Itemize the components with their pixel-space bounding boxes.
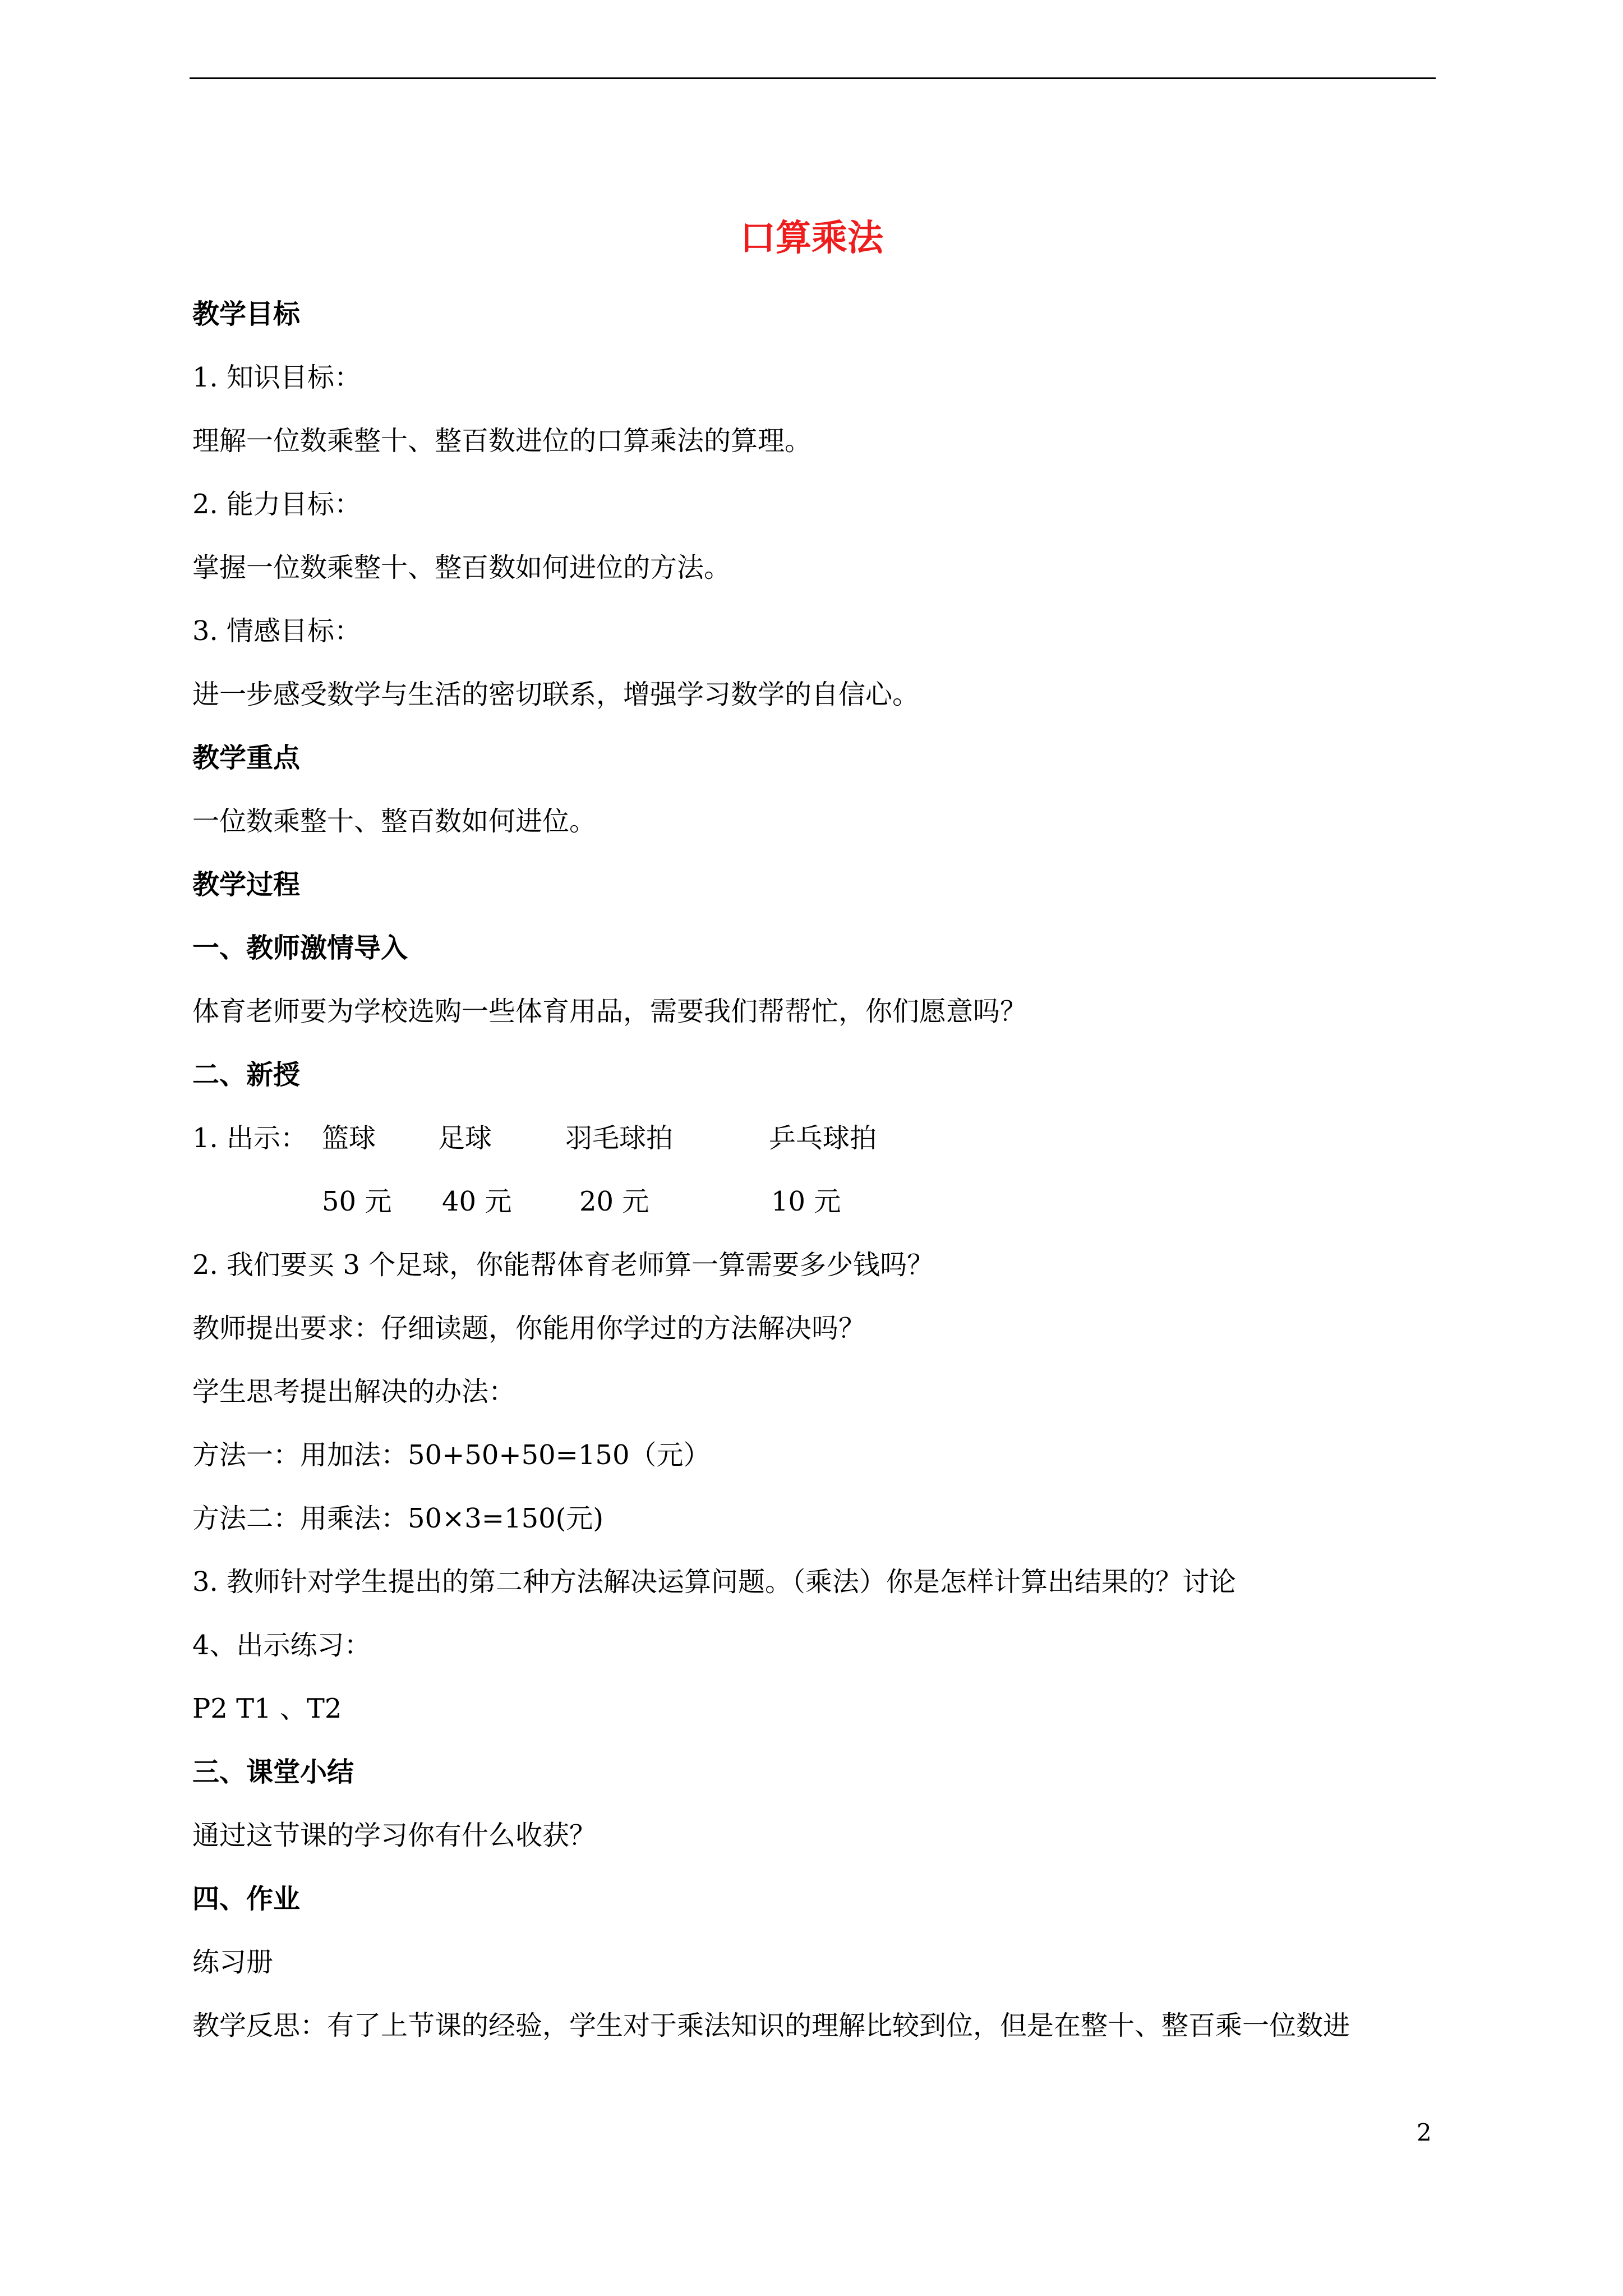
objective-2-text: 掌握一位数乘整十、整百数如何进位的方法。 [192,552,731,583]
students-think: 学生思考提出解决的办法： [192,1376,516,1407]
header-rule [190,77,1436,79]
item-name: 足球 [438,1122,492,1154]
page-number: 2 [1417,2119,1432,2146]
objectives-heading: 教学目标 [192,298,301,330]
objective-1-text: 理解一位数乘整十、整百数进位的口算乘法的算理。 [192,425,812,457]
item-name: 篮球 [322,1122,376,1154]
item-name: 羽毛球拍 [565,1122,674,1154]
method-2: 方法二：用乘法：50×3=150(元) [192,1503,604,1534]
part-4-heading: 四、作业 [192,1883,301,1915]
method-1: 方法一：用加法：50+50+50=150（元） [192,1439,711,1471]
step-4-text: 4、出示练习： [192,1630,371,1661]
part-1-text: 体育老师要为学校选购一些体育用品，需要我们帮帮忙，你们愿意吗？ [192,996,1027,1027]
item-price: 50 元 [322,1186,392,1217]
item-price: 10 元 [771,1186,841,1217]
reflection-text: 教学反思：有了上节课的经验，学生对于乘法知识的理解比较到位，但是在整十、整百乘一位数进 [192,2010,1350,2041]
exercise-text: P2 T1 、T2 [192,1693,342,1724]
part-3-text: 通过这节课的学习你有什么收获？ [192,1820,597,1851]
teacher-requirement: 教师提出要求：仔细读题，你能用你学过的方法解决吗？ [192,1313,866,1344]
objective-3-text: 进一步感受数学与生活的密切联系，增强学习数学的自信心。 [192,679,920,710]
part-2-heading: 二、新授 [192,1059,301,1091]
document-title: 口算乘法 [740,217,883,259]
item-price: 20 元 [579,1186,649,1217]
item-name: 乒乓球拍 [769,1122,877,1154]
keypoint-heading: 教学重点 [192,742,301,774]
part-3-heading: 三、课堂小结 [192,1756,354,1788]
part-4-text: 练习册 [192,1947,274,1978]
step-3-text: 3. 教师针对学生提出的第二种方法解决运算问题。（乘法）你是怎样计算出结果的？讨论 [192,1566,1237,1598]
step-2-text: 2. 我们要买 3 个足球，你能帮体育老师算一算需要多少钱吗？ [192,1249,934,1281]
process-heading: 教学过程 [192,869,301,900]
show-label: 1. 出示： [192,1122,308,1154]
keypoint-text: 一位数乘整十、整百数如何进位。 [192,806,597,837]
objective-2-label: 2. 能力目标： [192,489,362,520]
objective-3-label: 3. 情感目标： [192,615,362,647]
objective-1-label: 1. 知识目标： [192,362,362,393]
part-1-heading: 一、教师激情导入 [192,932,408,964]
item-price: 40 元 [442,1186,512,1217]
